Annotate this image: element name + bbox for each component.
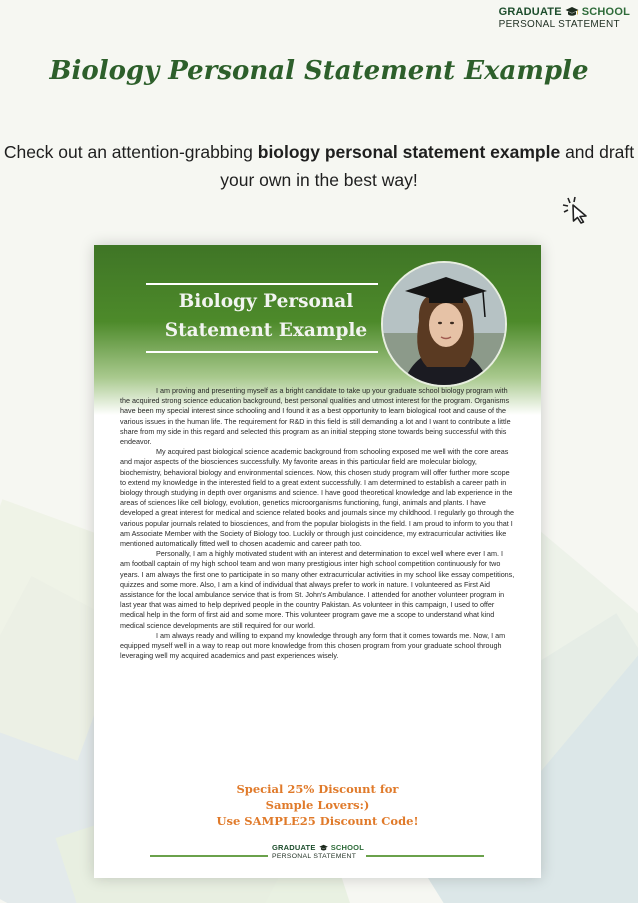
logo-word-graduate: GRADUATE <box>498 6 562 18</box>
graduation-cap-icon <box>319 844 328 852</box>
footer-logo-word-school: SCHOOL <box>330 843 364 852</box>
discount-banner[interactable] <box>94 781 541 829</box>
footer-rule-right <box>366 855 484 857</box>
statement-paragraph-4: I am always ready and willing to expand my knowledge through any form that it comes towards me. Now, I am equipped myself well in a way to reap out more knowledge from this chosen program from your graduate school through leveraging well my acquired academics and past experiences wisely. <box>120 630 506 661</box>
click-cursor-icon <box>562 196 592 224</box>
site-logo[interactable] <box>499 6 630 30</box>
intro-part1: Check out an attention-grabbing <box>3 142 258 162</box>
intro-bold[interactable]: biology personal statement example <box>257 142 561 162</box>
statement-paragraph-1: I am proving and presenting myself as a bright candidate to take up your graduate school biology program with the acquired strong science education background, best personal qualities and utmost interest for the program. Organisms have been my special interest since schooling and I found it as a best opportunity to learn biological root and cause of the various issues in the human life. The requirement for R&D in this field is still demanding a lot and I want to contribute a little share from my side in this regard and selected this program as an initial stepping stone towards being successful with this endeavor. <box>120 386 511 447</box>
footer-logo-subtitle: PERSONAL STATEMENT <box>272 853 357 860</box>
graduate-student-photo <box>381 261 507 387</box>
footer-logo-word-graduate: GRADUATE <box>272 843 316 852</box>
graduation-cap-icon <box>565 6 579 18</box>
graduate-portrait-image <box>383 263 507 387</box>
page-title: Biology Personal Statement Example <box>49 56 589 86</box>
discount-line-3: Use SAMPLE25 Discount Code! <box>216 814 419 828</box>
discount-line-1: Special 25% Discount for <box>236 782 399 796</box>
discount-line-2: Sample Lovers:) <box>265 798 370 812</box>
logo-word-school: SCHOOL <box>581 6 630 18</box>
statement-paragraph-3: Personally, I am a highly motivated student with an interest and determination to excel well where ever I am. I am football captain of my high school team and won many prestigious inter high school competition continuously for two years. I am always the first one to participate in so many other extracurricular activities in my school like essay competitions, quizzes and some more. Also, I am a kind of individual that always prefer to work in nature. I volunteered as First Aid assistance for the local ambulance service that is from St. John's Ambulance. I attended for another volunteer program in last year that was aimed to help deprived people in the country Pakistan. As volunteer in this campaign, I used to offer medical help in the form of first aid and some more. This volunteer program gave me a scope to understand what kind medical science developments are still required for our world. <box>120 549 515 630</box>
logo-subtitle: PERSONAL STATEMENT <box>498 19 620 30</box>
document-title-line1: Biology Personal <box>178 291 354 312</box>
intro-part2: and draft your own in the best way! <box>220 142 635 190</box>
statement-document[interactable] <box>94 245 541 878</box>
footer-logo[interactable] <box>272 843 364 860</box>
title-rule-top <box>146 283 378 285</box>
document-title <box>146 287 386 345</box>
intro-text <box>0 138 638 194</box>
statement-body <box>120 386 515 661</box>
footer-rule-left <box>150 855 268 857</box>
title-rule-bottom <box>146 351 378 353</box>
statement-paragraph-2: My acquired past biological science academic background from schooling exposed me well with the core areas and major aspects of the biosciences successfully. My favorite areas in this particular field are molecular biology, biochemistry, behavioral biology and environmental sciences. Now, this chosen study program will offer further more scope to extend my knowledge in the interested field to a great extent successfully. I am determined to establish a career path in biology through studying in depth over organisms and science. I have good theoretical knowledge and lab experience in the areas of sciences like cell biology, evolution, genetics microorganisms functioning, fungi, animals and plants. I have developed a great interest for medical and science related books and journals since my childhood. I regularly go through the various popular journals related to biosciences, and from the popular biologists in the field. I am proud to inform to you that I am Associate Member with the Society of Biology too. Luckily or through just coincidence, my extracurricular activities like mentioned automatically fitted well to chosen academic and career path too. <box>120 447 514 549</box>
document-title-line2: Statement Example <box>164 320 368 341</box>
